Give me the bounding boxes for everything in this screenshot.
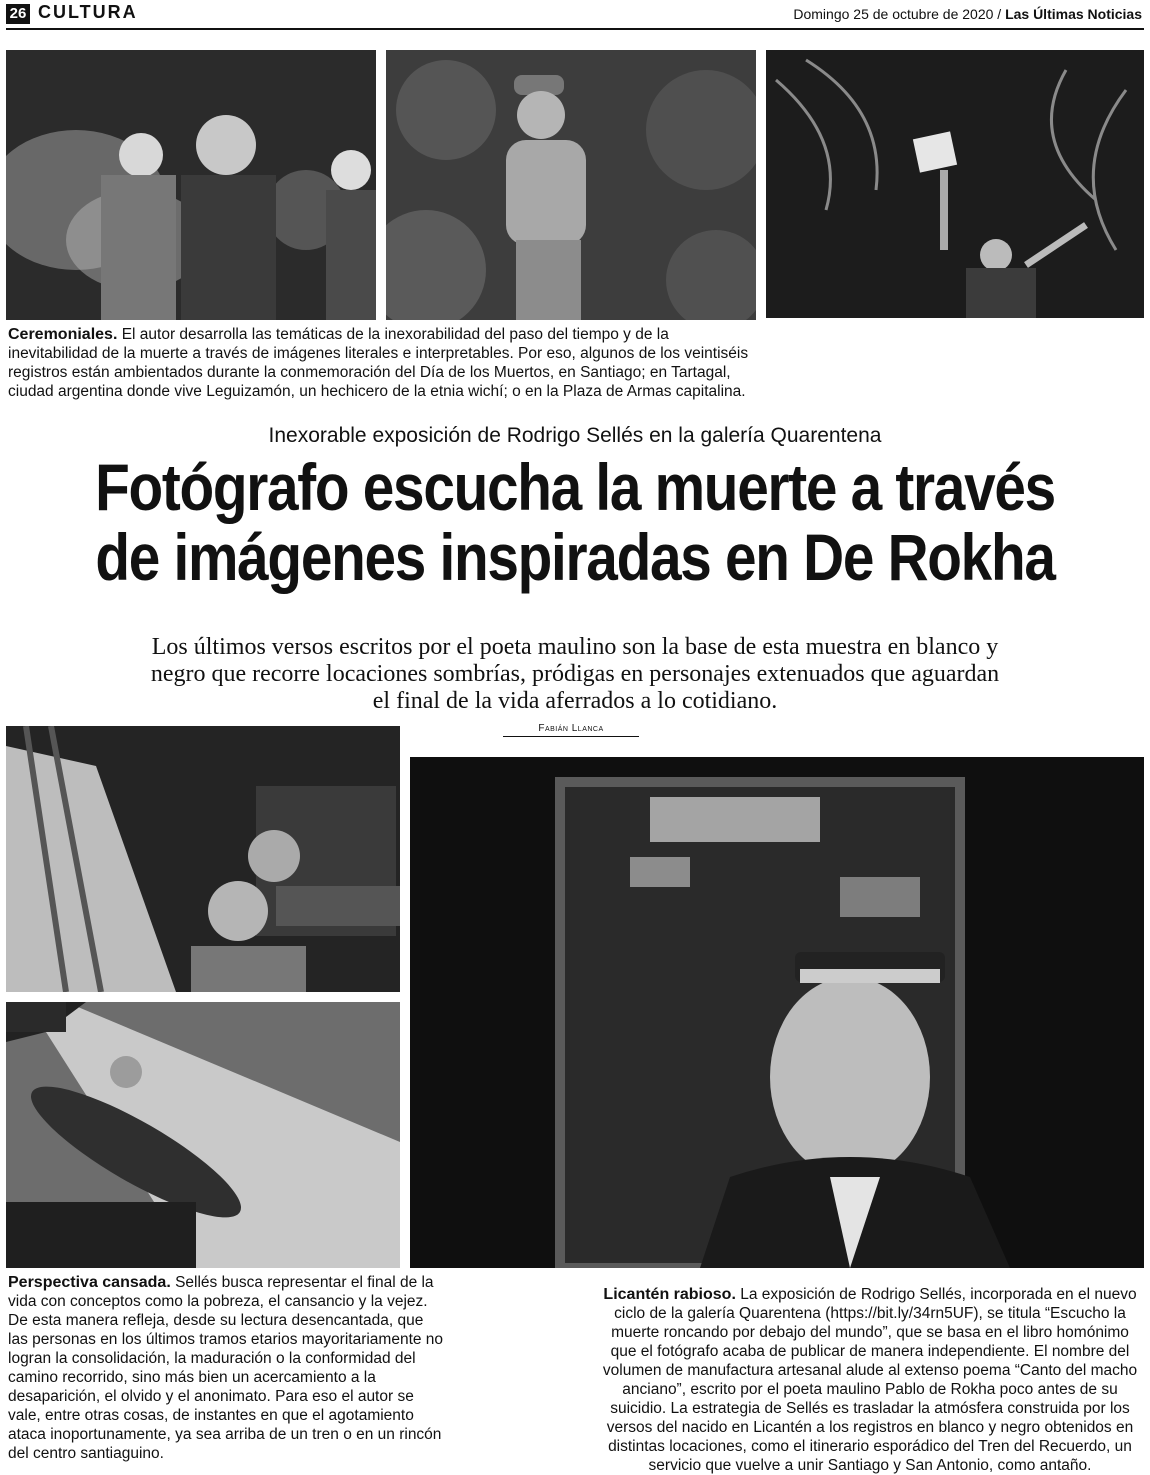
date-line	[793, 6, 1142, 22]
header-rule	[6, 28, 1144, 30]
article-byline: Fabián Llanca	[503, 723, 639, 737]
photo-raised-hand	[766, 50, 1144, 318]
caption-ceremoniales-text: El autor desarrolla las temáticas de la inexorabilidad del paso del tiempo y de la inevitabilidad de la muerte a través de imágenes literales e interpretables. Por eso, algunos de los veintiséis registros están ambientados durante la conmemoración del Día de los Muertos, en Santiago; en Tartagal, ciudad argentina donde vive Leguizamón, un hechicero de la etnia wichí; o en la Plaza de Armas capitalina.	[8, 326, 749, 400]
caption-perspectiva-text: Sellés busca representar el final de la vida con conceptos como la pobreza, el cansancio y la vejez. De esta manera refleja, desde su lectura desencantada, que las personas en los últimos tramos etarios mayoritariamente no logran la consolidación, la maduración o la conformidad del camino recorrido, sino más bien un acercamiento a la desaparición, el olvido y el anonimato. Para eso el autor se vale, entre otras cosas, de instantes en que el agotamiento ataca inoportunamente, ya sea arriba de un tren o en un rincón del centro santiaguino.	[8, 1274, 444, 1462]
page-number: 26	[6, 4, 30, 24]
caption-licanten-lead: Licantén rabioso.	[603, 1286, 736, 1303]
article-kicker: Inexorable exposición de Rodrigo Sellés en la galería Quarentena	[268, 424, 882, 447]
headline-line-2: de imágenes inspiradas en De Rokha	[95, 520, 1055, 594]
caption-licanten	[598, 1285, 1142, 1475]
article-deck: Los últimos versos escritos por el poeta maulino son la base de esta muestra en blanco y negro que recorre locaciones sombrías, pródigas en personajes extenuados que aguardan el final de la vida aferrados a lo cotidiano.	[150, 634, 1000, 714]
caption-licanten-text: La exposición de Rodrigo Sellés, incorporada en el nuevo ciclo de la galería Quarentena (https://bit.ly/34rn5UF), se titula “Escucho la muerte roncando por debajo del mundo”, que se basa en el libro homónimo que el fotógrafo acaba de publicar de manera independiente. El nombre del volumen de manufactura artesanal alude al extenso poema “Canto del macho anciano”, escrito por el poeta maulino Pablo de Rokha poco antes de su suicidio. La estrategia de Sellés es trasladar la atmósfera construida por los versos del nacido en Licantén a los registros en blanco y negro obtenidos en distintas locaciones, como el itinerario esporádico del Tren del Recuerdo, un servicio que vuelve a unir Santiago y San Antonio, como antaño.	[602, 1286, 1138, 1474]
article-headline	[81, 452, 1070, 592]
caption-perspectiva	[8, 1273, 444, 1463]
caption-perspectiva-lead: Perspectiva cansada.	[8, 1274, 171, 1291]
headline-line-1: Fotógrafo escucha la muerte a través	[95, 450, 1055, 524]
publication-name: Las Últimas Noticias	[1005, 6, 1142, 22]
section-name: CULTURA	[38, 2, 138, 22]
caption-ceremoniales	[8, 325, 753, 401]
date-text: Domingo 25 de octubre de 2020 /	[793, 6, 1002, 22]
photo-man-sleeping-street	[6, 1002, 400, 1268]
caption-ceremoniales-lead: Ceremoniales.	[8, 326, 118, 343]
photo-sleeping-woman-train	[6, 726, 400, 992]
photo-ceremony-smoke	[6, 50, 376, 320]
photo-shirtless-man	[386, 50, 756, 320]
photo-conductor-window	[410, 757, 1144, 1268]
